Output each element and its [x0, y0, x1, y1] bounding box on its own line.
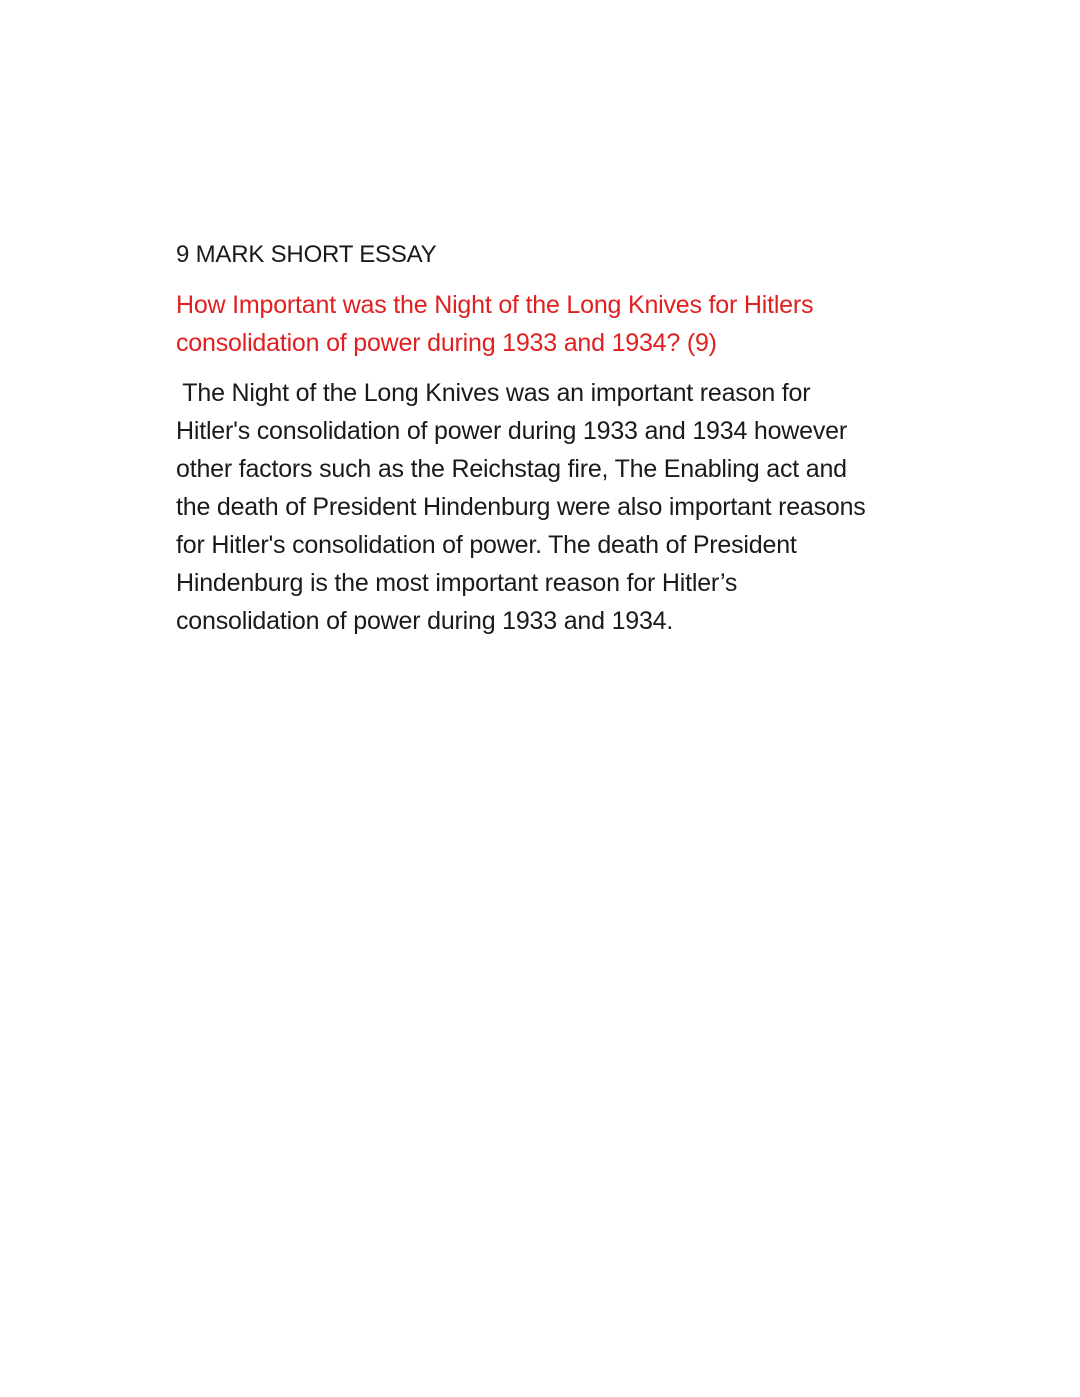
answer-line: for Hitler's consolidation of power. The death of President [176, 531, 797, 559]
essay-question [176, 286, 936, 362]
essay-heading: 9 MARK SHORT ESSAY [176, 241, 437, 268]
answer-line: Hitler's consolidation of power during 1933 and 1934 however [176, 417, 847, 445]
essay-answer [176, 374, 936, 640]
answer-line: other factors such as the Reichstag fire, The Enabling act and [176, 455, 847, 483]
essay-content [176, 236, 936, 640]
answer-line: consolidation of power during 1933 and 1934. [176, 607, 674, 635]
answer-line: The Night of the Long Knives was an important reason for [176, 379, 811, 407]
question-line: How Important was the Night of the Long Knives for Hitlers [176, 291, 814, 319]
answer-line: the death of President Hindenburg were also important reasons [176, 493, 866, 521]
answer-line: Hindenburg is the most important reason for Hitler’s [176, 569, 738, 597]
question-line: consolidation of power during 1933 and 1934? (9) [176, 329, 717, 357]
